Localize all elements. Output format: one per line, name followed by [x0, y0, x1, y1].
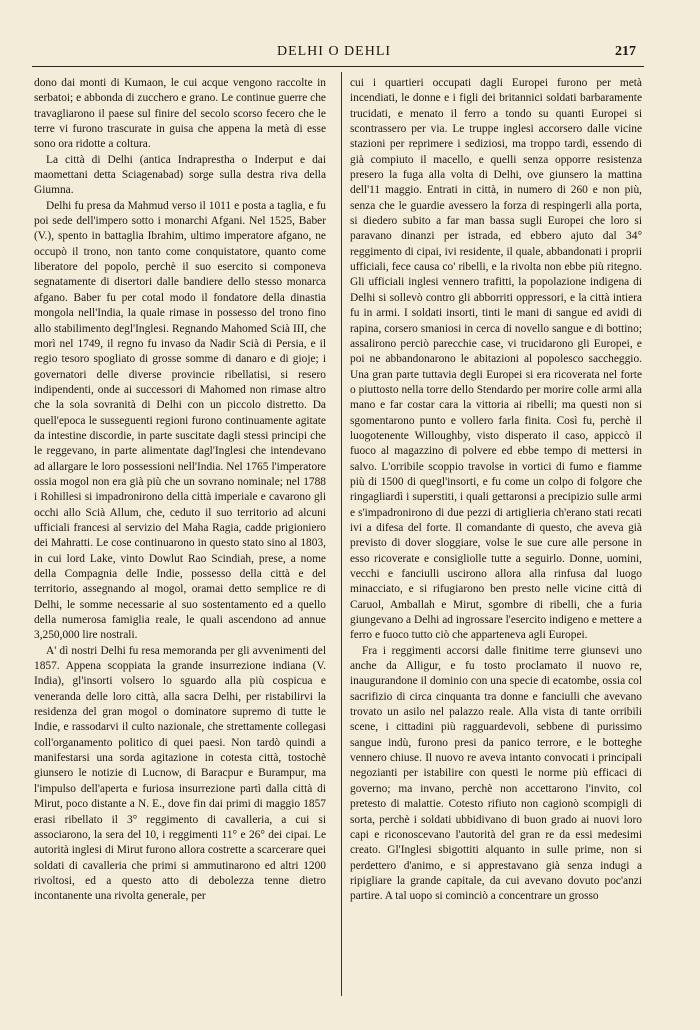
paragraph: Fra i reggimenti accorsi dalle finitime terre giunsevi uno anche da Alligur, e fu tosto proclamato il nuovo re, inaugurandone il dominio con una specie di ecatombe, ossia col sacrifizio di circa cinquanta tra donne e fanciulli che avevano trovato un asilo nel palazzo reale. Alla vista di tante orribili scene, i cittadini più ragguardevoli, sebbene di purissimo sangue indù, furono presi da panico terrore, e le botteghe vennero chiuse. Il nuovo re aveva intanto convocati i principali negozianti per istabilire con questi le norme più efficaci di governo; ma invano, perchè non accettarono l'invito, col pretesto di malattie. Cotesto rifiuto non cagionò scompigli di sorta, perchè i soldati ubbidivano di buon grado ai nuovi loro capi e riconoscevano l'autorità del gran re da essi medesimi creato. Gl'Inglesi sbigottiti alquanto in sulle prime, non si perdettero d'animo, e si apprestavano già senza indugi a ripigliare la grande capitale, da cui avevano dovuto poc'anzi partire. A tal uopo si cominciò a concentrare un grosso	[350, 644, 642, 903]
left-column	[34, 76, 326, 996]
paragraph: dono dai monti di Kumaon, le cui acque vengono raccolte in serbatoi; e abbonda di zucchero e grano. Le continue guerre che travagliarono il paese sul finire del secolo scorso fecero che le terre vi furono trascurate in guisa che appena la metà di esse sono ora ridotte a coltura.	[34, 77, 326, 151]
running-title: DELHI O DEHLI	[276, 44, 392, 59]
page-number: 217	[615, 44, 636, 59]
running-header	[32, 40, 636, 66]
right-column	[350, 76, 642, 996]
paragraph: A' dì nostri Delhi fu resa memoranda per gli avvenimenti del 1857. Appena scoppiata la grande insurrezione indiana (V. India), gl'insorti volsero lo sguardo alla più cospicua e veneranda delle loro città, alla sacra Delhi, per ristabilirvi la residenza del gran mogol o dominatore supremo di tutte le Indie, e rassodarvi il culto nazionale, che strettamente collegasi coll'organamento politico di quei paesi. Non tardò quindi a manifestarsi una sorda agitazione in cotesta città, tostochè giunsero le notizie di Lucnow, di Baracpur e Burampur, ma l'impulso dell'aperta e furiosa insurrezione partì dalla città di Mirut, poco distante a N. E., dove fin dai primi di maggio 1857 erasi ribellato il 3° reggimento di cavalleria, a cui si associarono, la sera del 10, i reggimenti 11° e 26° dei cipai. Le autorità inglesi di Mirut furono allora costrette a scarcerare quei soldati di cavalleria che primi si ammutinarono ed altri 1200 rivoltosi, ed a questo atto di debolezza tenne dietro incontanente una rivolta generale, per	[34, 644, 326, 903]
paragraph: Delhi fu presa da Mahmud verso il 1011 e posta a taglia, e fu poi sede dell'impero sotto i monarchi Afgani. Nel 1525, Baber (V.), spento in battaglia Ibrahim, ultimo imperatore afgano, ne occupò il trono, non tanto come conquistatore, quanto come liberatore del popolo, perchè il suo esercito si componeva segnatamente di disertori dalle bandiere dello stesso monarca afgano. Baber fu per cotal modo il fondatore della dinastia mongola nell'India, la quale rimase in possesso del trono fino allo stabilimento degl'Inglesi. Regnando Mahomed Scià III, che morì nel 1749, il regno fu invaso da Nadir Scià di Persia, e il regio tesoro spogliato di grosse somme di danaro e di gioje; i governatori delle diverse provincie ribellatisi, si resero indipendenti, onde ai successori di Mahomed non rimase altro che la sola sovranità di Delhi con un piccolo distretto. Da quell'epoca le susseguenti regioni furono continuamente agitate da intestine discordie, in parte suscitate dagli stessi principi che le reggevano, in parte alimentate dagl'Inglesi che intendevano ad allargare le loro possessioni nell'India. Nel 1765 l'imperatore ossia mogol non era già più che un sovrano nominale; nel 1788 i Rohillesi si impadronirono della città imperiale e cavarono gli occhi allo Scià Allum, che, ceduto il suo territorio ad alcuni ufficiali francesi al servizio del Maha Ragia, cadde prigioniero dei Mahratti. Le cose continuarono in questo stato sino al 1803, in cui lord Lake, vinto Dowlut Rao Scindiah, prese, a nome della Compagnia delle Indie, possesso della città e del territorio, assegnando al mogol, oramai detto semplice re di Delhi, le somme necessarie al suo sostentamento ed a quello della numerosa famiglia reale, le quali ascendono ad annue 3,250,000 lire nostrali.	[34, 199, 326, 642]
paragraph: La città di Delhi (antica Indraprestha o Inderput e dai maomettani detta Sciagenabad) sorge sulla destra riva della Giumna.	[34, 153, 326, 197]
column-divider	[341, 72, 342, 996]
paragraph: cui i quartieri occupati dagli Europei furono per metà incendiati, le donne e i figli dei britannici soldati barbaramente trucidati, e menato il ferro a tondo su quanti Europei si scontrassero per via. Le truppe inglesi accorsero dalle vicine stazioni per reprimere i sediziosi, ma troppo tardi, essendo di già compiuto il macello, e quelli senza opporre resistenza presero la fuga alla volta di Delhi, ove giunsero la mattina dell'11 maggio. Entrati in città, in numero di 260 e non più, senza che le guardie avessero la forza di respingerli alla porta, si diedero subito a far man bassa sugli Europei che loro si paravano dinanzi per istrada, ed ebbero ajuto dal 34° reggimento di cipai, ivi residente, il quale, abbandonati i proprii ufficiali, fece causa co' ribelli, e la rivolta non ebbe più ritegno. Gli ufficiali inglesi vennero trafitti, la popolazione indigena di Delhi si sollevò contro gli abborriti oppressori, e la città intiera fu in armi. I soldati insorti, tinti le mani di sangue ed avidi di rapina, corsero smaniosi in cerca di novello sangue e di bottino; assalirono perciò parecchie case, vi trucidarono gli Europei, e poi ne abbandonarono le abitazioni al popolesco saccheggio. Una gran parte tuttavia degli Europei si era ricoverata nel forte o piuttosto nella torre dello Stendardo per morire colle armi alla mano e far costar cara la vittoria ai ribelli; ma questi non si sgomentarono punto e vollero farla finita. Così fu, perchè il luogotenente Willoughby, visto disperato il caso, appiccò il fuoco al magazzino di polvere ed ebbe tempo di mettersi in salvo. L'orribile scoppio travolse in vortici di fumo e fiamme più di 1500 di quegl'insorti, e fu come un colpo di folgore che ringagliardì i superstiti, i quali gettaronsi a precipizio sulle armi e s'impadronirono di due pezzi di artiglieria ch'erano stati recati ivi a difesa del forte. Il comandante di questo, che aveva già previsto di dover sloggiare, volse le sue cure alle persone in esso ricoverate e consigliolle tutte a seguirlo. Donne, uomini, vecchi e fanciulli uscirono allora alla rinfusa dal luogo minacciato, e si rifugiarono ben presto nelle vicine città di Caruol, Amballah e Mirut, sgombre di ribelli, che a furia giungevano a Delhi ad ingrossare l'esercito indigeno e mettere a ferro e fuoco tutto ciò che apparteneva agli Europei.	[350, 77, 642, 642]
header-rule	[32, 66, 644, 67]
